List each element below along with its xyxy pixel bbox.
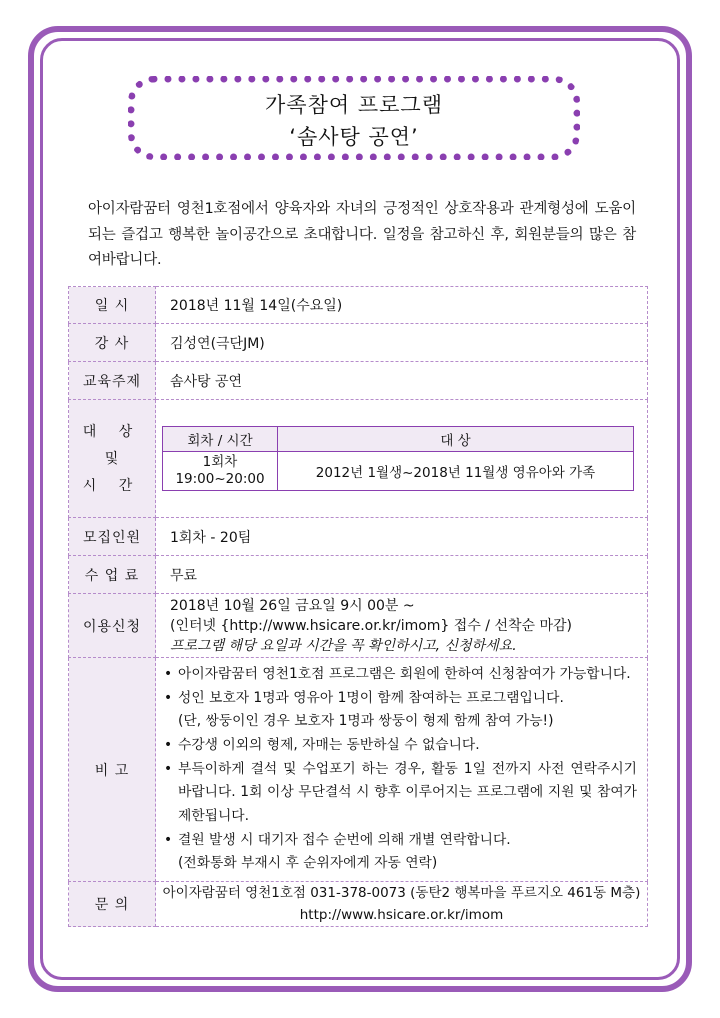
schedule-header — [163, 427, 634, 452]
label-target — [69, 400, 156, 518]
session-number: 1회차 — [202, 454, 238, 470]
row-apply — [69, 594, 648, 658]
info-table — [68, 286, 648, 927]
note-subtext: (단, 쌍둥이인 경우 보호자 1명과 쌍둥이 형제 함께 참여 가능!) — [178, 713, 554, 730]
row-topic — [69, 362, 648, 400]
note-text: 성인 보호자 1명과 영유아 1명이 함께 참여하는 프로그램입니다. — [178, 689, 564, 706]
contact-line-1: 아이자람꿈터 영천1호점 031-378-0073 (동탄2 행복마을 푸르지오 461동 M층) — [162, 885, 641, 901]
note-text: 결원 발생 시 대기자 접수 순번에 의해 개별 연락합니다. — [178, 831, 511, 848]
apply-line-2: (인터넷 {http://www.hsicare.or.kr/imom} 접수 / 선착순 마감) — [170, 617, 572, 634]
value-topic: 솜사탕 공연 — [156, 362, 648, 400]
cell-session — [163, 452, 278, 491]
note-item: • 부득이하게 결석 및 수업포기 하는 경우, 활동 1일 전까지 사전 연락주시기 바랍니다. 1회 이상 무단결석 시 향후 이루어지는 프로그램에 지원 및 참여가 제한됩니다. — [158, 758, 647, 829]
value-notes — [156, 658, 648, 882]
page-title: 가족참여 프로그램 — [265, 93, 443, 117]
row-contact — [69, 882, 648, 927]
cell-target: 2012년 1월생~2018년 11월생 영유아와 가족 — [278, 452, 634, 491]
label-date: 일 시 — [69, 287, 156, 324]
page-subtitle: ‘솜사탕 공연’ — [289, 125, 419, 149]
label-notes: 비 고 — [69, 658, 156, 882]
header-target: 대 상 — [278, 427, 634, 452]
contact-url[interactable]: http://www.hsicare.or.kr/imom — [299, 907, 504, 923]
label-fee: 수 업 료 — [69, 556, 156, 594]
note-item — [158, 829, 647, 876]
schedule-table — [162, 426, 634, 491]
note-item: • 수강생 이외의 형제, 자매는 동반하실 수 없습니다. — [158, 734, 647, 758]
label-target-2: 및 — [104, 450, 120, 467]
note-item: • 아이자람꿈터 영천1호점 프로그램은 회원에 한하여 신청참여가 가능합니다. — [158, 663, 647, 687]
note-item — [158, 687, 647, 734]
label-recruit: 모집인원 — [69, 518, 156, 556]
label-instructor: 강 사 — [69, 324, 156, 362]
row-target — [69, 400, 648, 518]
row-date — [69, 287, 648, 324]
row-recruit — [69, 518, 648, 556]
label-target-3: 시 간 — [82, 477, 142, 494]
label-apply: 이용신청 — [69, 594, 156, 658]
value-target — [156, 400, 648, 518]
note-subtext: (전화통화 부재시 후 순위자에게 자동 연락) — [178, 855, 438, 872]
intro-paragraph: 아이자람꿈터 영천1호점에서 양육자와 자녀의 긍정적인 상호작용과 관계형성에 도움이 되는 즐겁고 행복한 놀이공간으로 초대합니다. 일정을 참고하신 후, 회원분들의 많은 참여바랍니다. — [88, 201, 636, 268]
value-apply — [156, 594, 648, 658]
apply-line-1: 2018년 10월 26일 금요일 9시 00분 ~ — [170, 597, 415, 614]
value-recruit: 1회차 - 20팀 — [156, 518, 648, 556]
row-instructor — [69, 324, 648, 362]
schedule-row — [163, 452, 634, 491]
row-fee — [69, 556, 648, 594]
value-date: 2018년 11월 14일(수요일) — [156, 287, 648, 324]
header-session: 회차 / 시간 — [163, 427, 278, 452]
title-box — [128, 76, 580, 160]
apply-line-3: 프로그램 해당 요일과 시간을 꼭 확인하시고, 신청하세요. — [170, 637, 517, 654]
value-contact — [156, 882, 648, 927]
notes-list — [158, 663, 647, 876]
label-topic: 교육주제 — [69, 362, 156, 400]
value-fee: 무료 — [156, 556, 648, 594]
label-target-1: 대 상 — [82, 423, 142, 440]
label-contact: 문 의 — [69, 882, 156, 927]
value-instructor: 김성연(극단JM) — [156, 324, 648, 362]
session-time: 19:00~20:00 — [175, 471, 265, 487]
row-notes — [69, 658, 648, 882]
